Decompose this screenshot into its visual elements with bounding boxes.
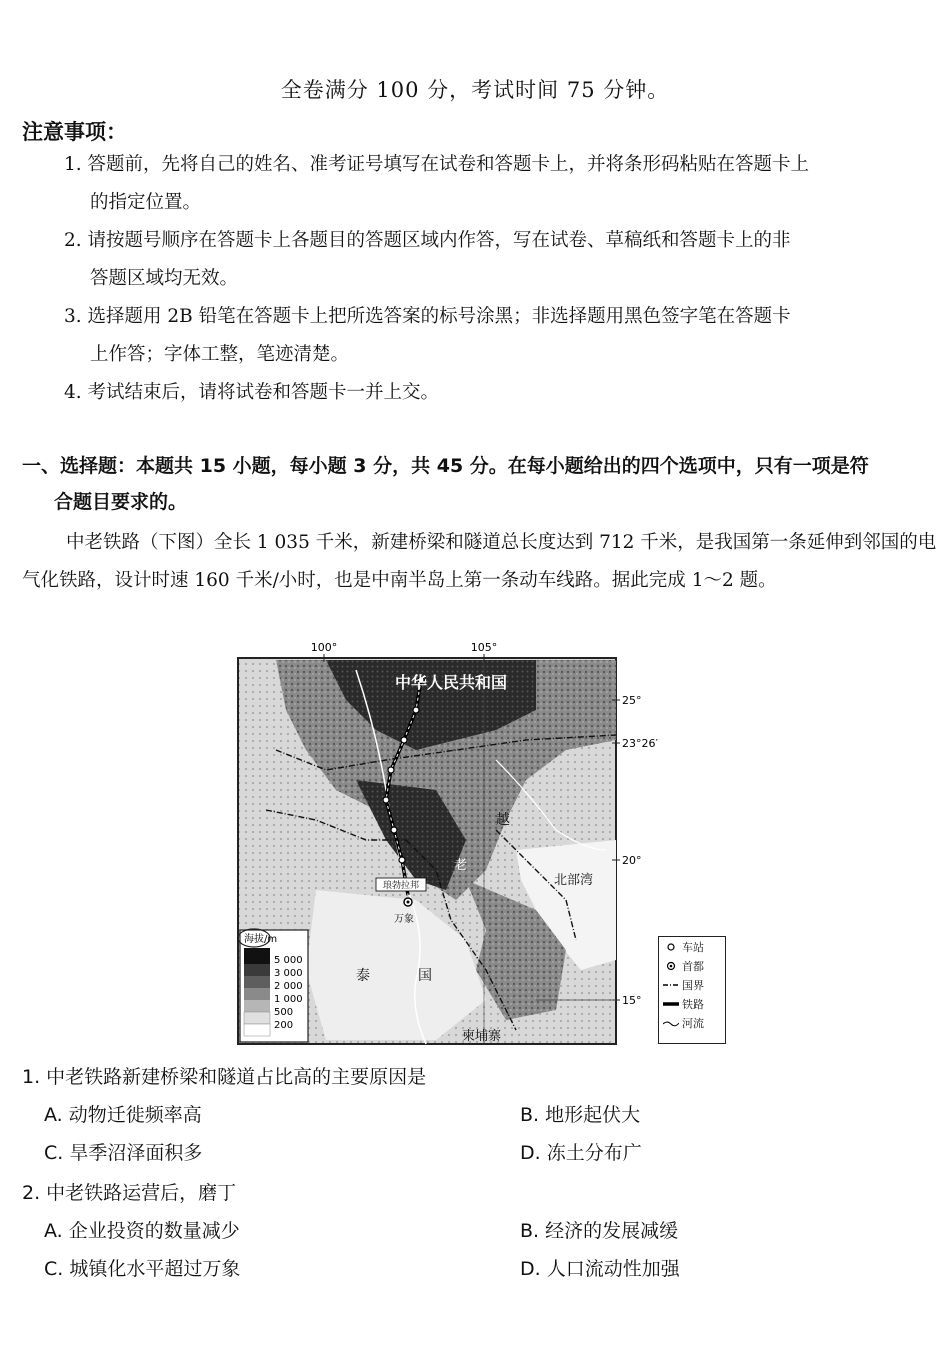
legend-label: 河流 [682, 1016, 704, 1030]
capital-icon [663, 961, 679, 971]
answer-option[interactable]: D. 人口流动性加强 [520, 1258, 680, 1280]
notice-item-continuation: 的指定位置。 [90, 192, 202, 213]
lat-label: 20° [622, 854, 642, 867]
city-label-luangprabang: 琅勃拉邦 [382, 881, 420, 891]
elevation-level: 3 000 [274, 968, 303, 979]
legend-label: 铁路 [682, 997, 704, 1011]
elevation-level: 500 [274, 1007, 294, 1018]
notice-item [64, 374, 944, 412]
border-icon [663, 980, 679, 990]
country-label-thailand-1: 泰 [356, 968, 370, 984]
elevation-legend-title: 海拔/m [244, 934, 278, 945]
legend-row-capital [659, 956, 725, 975]
legend-row-river [659, 1013, 725, 1032]
notice-item-line: 4. 考试结束后，请将试卷和答题卡一并上交。 [64, 382, 440, 403]
answer-option[interactable]: D. 冻土分布广 [520, 1142, 642, 1164]
elevation-level: 2 000 [274, 981, 303, 992]
legend-row-railway [659, 994, 725, 1013]
station-icon [383, 797, 389, 803]
lat-label: 15° [622, 994, 642, 1007]
notice-item-line: 3. 选择题用 2B 铅笔在答题卡上把所选答案的标号涂黑；非选择题用黑色签字笔在答题卡 [64, 306, 791, 327]
answer-option[interactable]: A. 企业投资的数量减少 [44, 1220, 240, 1242]
elevation-level: 1 000 [274, 994, 303, 1005]
lat-label: 23°26′ [622, 737, 658, 750]
elevation-legend [238, 929, 308, 1042]
notice-item-continuation: 答题区域均无效。 [90, 268, 239, 289]
notice-item-line: 2. 请按题号顺序在答题卡上各题目的答题区域内作答，写在试卷、草稿纸和答题卡上的非 [64, 230, 791, 251]
country-label-cambodia: 柬埔寨 [462, 1029, 502, 1044]
section-heading-continuation: 合题目要求的。 [54, 491, 188, 513]
legend-label: 国界 [682, 978, 704, 992]
city-label-vientiane: 万象 [394, 914, 414, 925]
answer-option[interactable]: A. 动物迁徙频率高 [44, 1104, 202, 1126]
legend-row-border [659, 975, 725, 994]
elevation-level: 5 000 [274, 955, 303, 966]
legend-label: 首都 [682, 959, 704, 973]
answer-option[interactable]: B. 地形起伏大 [520, 1104, 641, 1126]
station-icon [401, 737, 407, 743]
country-label-china: 中华人民共和国 [394, 673, 508, 692]
legend-row-station [659, 937, 725, 956]
notice-list [64, 146, 944, 412]
answer-option[interactable]: B. 经济的发展减缓 [520, 1220, 679, 1242]
answer-option[interactable]: C. 旱季沼泽面积多 [44, 1142, 203, 1164]
lon-label: 100° [310, 641, 338, 654]
gulf-label: 北部湾 [554, 873, 594, 888]
country-label-laos: 老 [454, 858, 468, 873]
notice-item [64, 298, 944, 374]
exam-info: 全卷满分 100 分，考试时间 75 分钟。 [280, 78, 670, 102]
lon-label: 105° [470, 641, 498, 654]
railway-icon [663, 999, 679, 1009]
railway-map [236, 640, 726, 1050]
question-stem: 2. 中老铁路运营后，磨丁 [22, 1182, 237, 1204]
lat-label: 25° [622, 694, 642, 707]
station-icon [399, 857, 405, 863]
station-icon [391, 827, 397, 833]
station-icon [413, 707, 419, 713]
question-stem: 1. 中老铁路新建桥梁和隧道占比高的主要原因是 [22, 1066, 427, 1088]
notice-item-continuation: 上作答；字体工整，笔迹清楚。 [90, 344, 350, 365]
elevation-level: 200 [274, 1020, 294, 1031]
symbol-legend [658, 936, 726, 1044]
legend-label: 车站 [682, 940, 704, 954]
capital-dot-icon [407, 901, 410, 904]
notice-item-line: 1. 答题前，先将自己的姓名、准考证号填写在试卷和答题卡上，并将条形码粘贴在答题卡上 [64, 154, 810, 175]
question-intro: 中老铁路（下图）全长 1 035 千米，新建桥梁和隧道总长度达到 712 千米，是我国第一条延伸到邻国的电气化铁路，设计时速 160 千米/小时，也是中南半岛上第一条动车线路。据此完成 1～2 题。 [22, 532, 937, 591]
station-icon [663, 942, 679, 952]
river-icon [663, 1018, 679, 1028]
notice-item [64, 146, 944, 222]
notice-item [64, 222, 944, 298]
station-icon [388, 767, 394, 773]
country-label-thailand-2: 国 [418, 968, 432, 984]
answer-option[interactable]: C. 城镇化水平超过万象 [44, 1258, 241, 1280]
section-heading [22, 448, 940, 520]
notice-title: 注意事项： [22, 120, 127, 144]
country-label-vietnam: 越 [496, 812, 510, 828]
section-heading-line: 一、选择题：本题共 15 小题，每小题 3 分，共 45 分。在每小题给出的四个选项中，只有一项是符 [22, 455, 869, 477]
